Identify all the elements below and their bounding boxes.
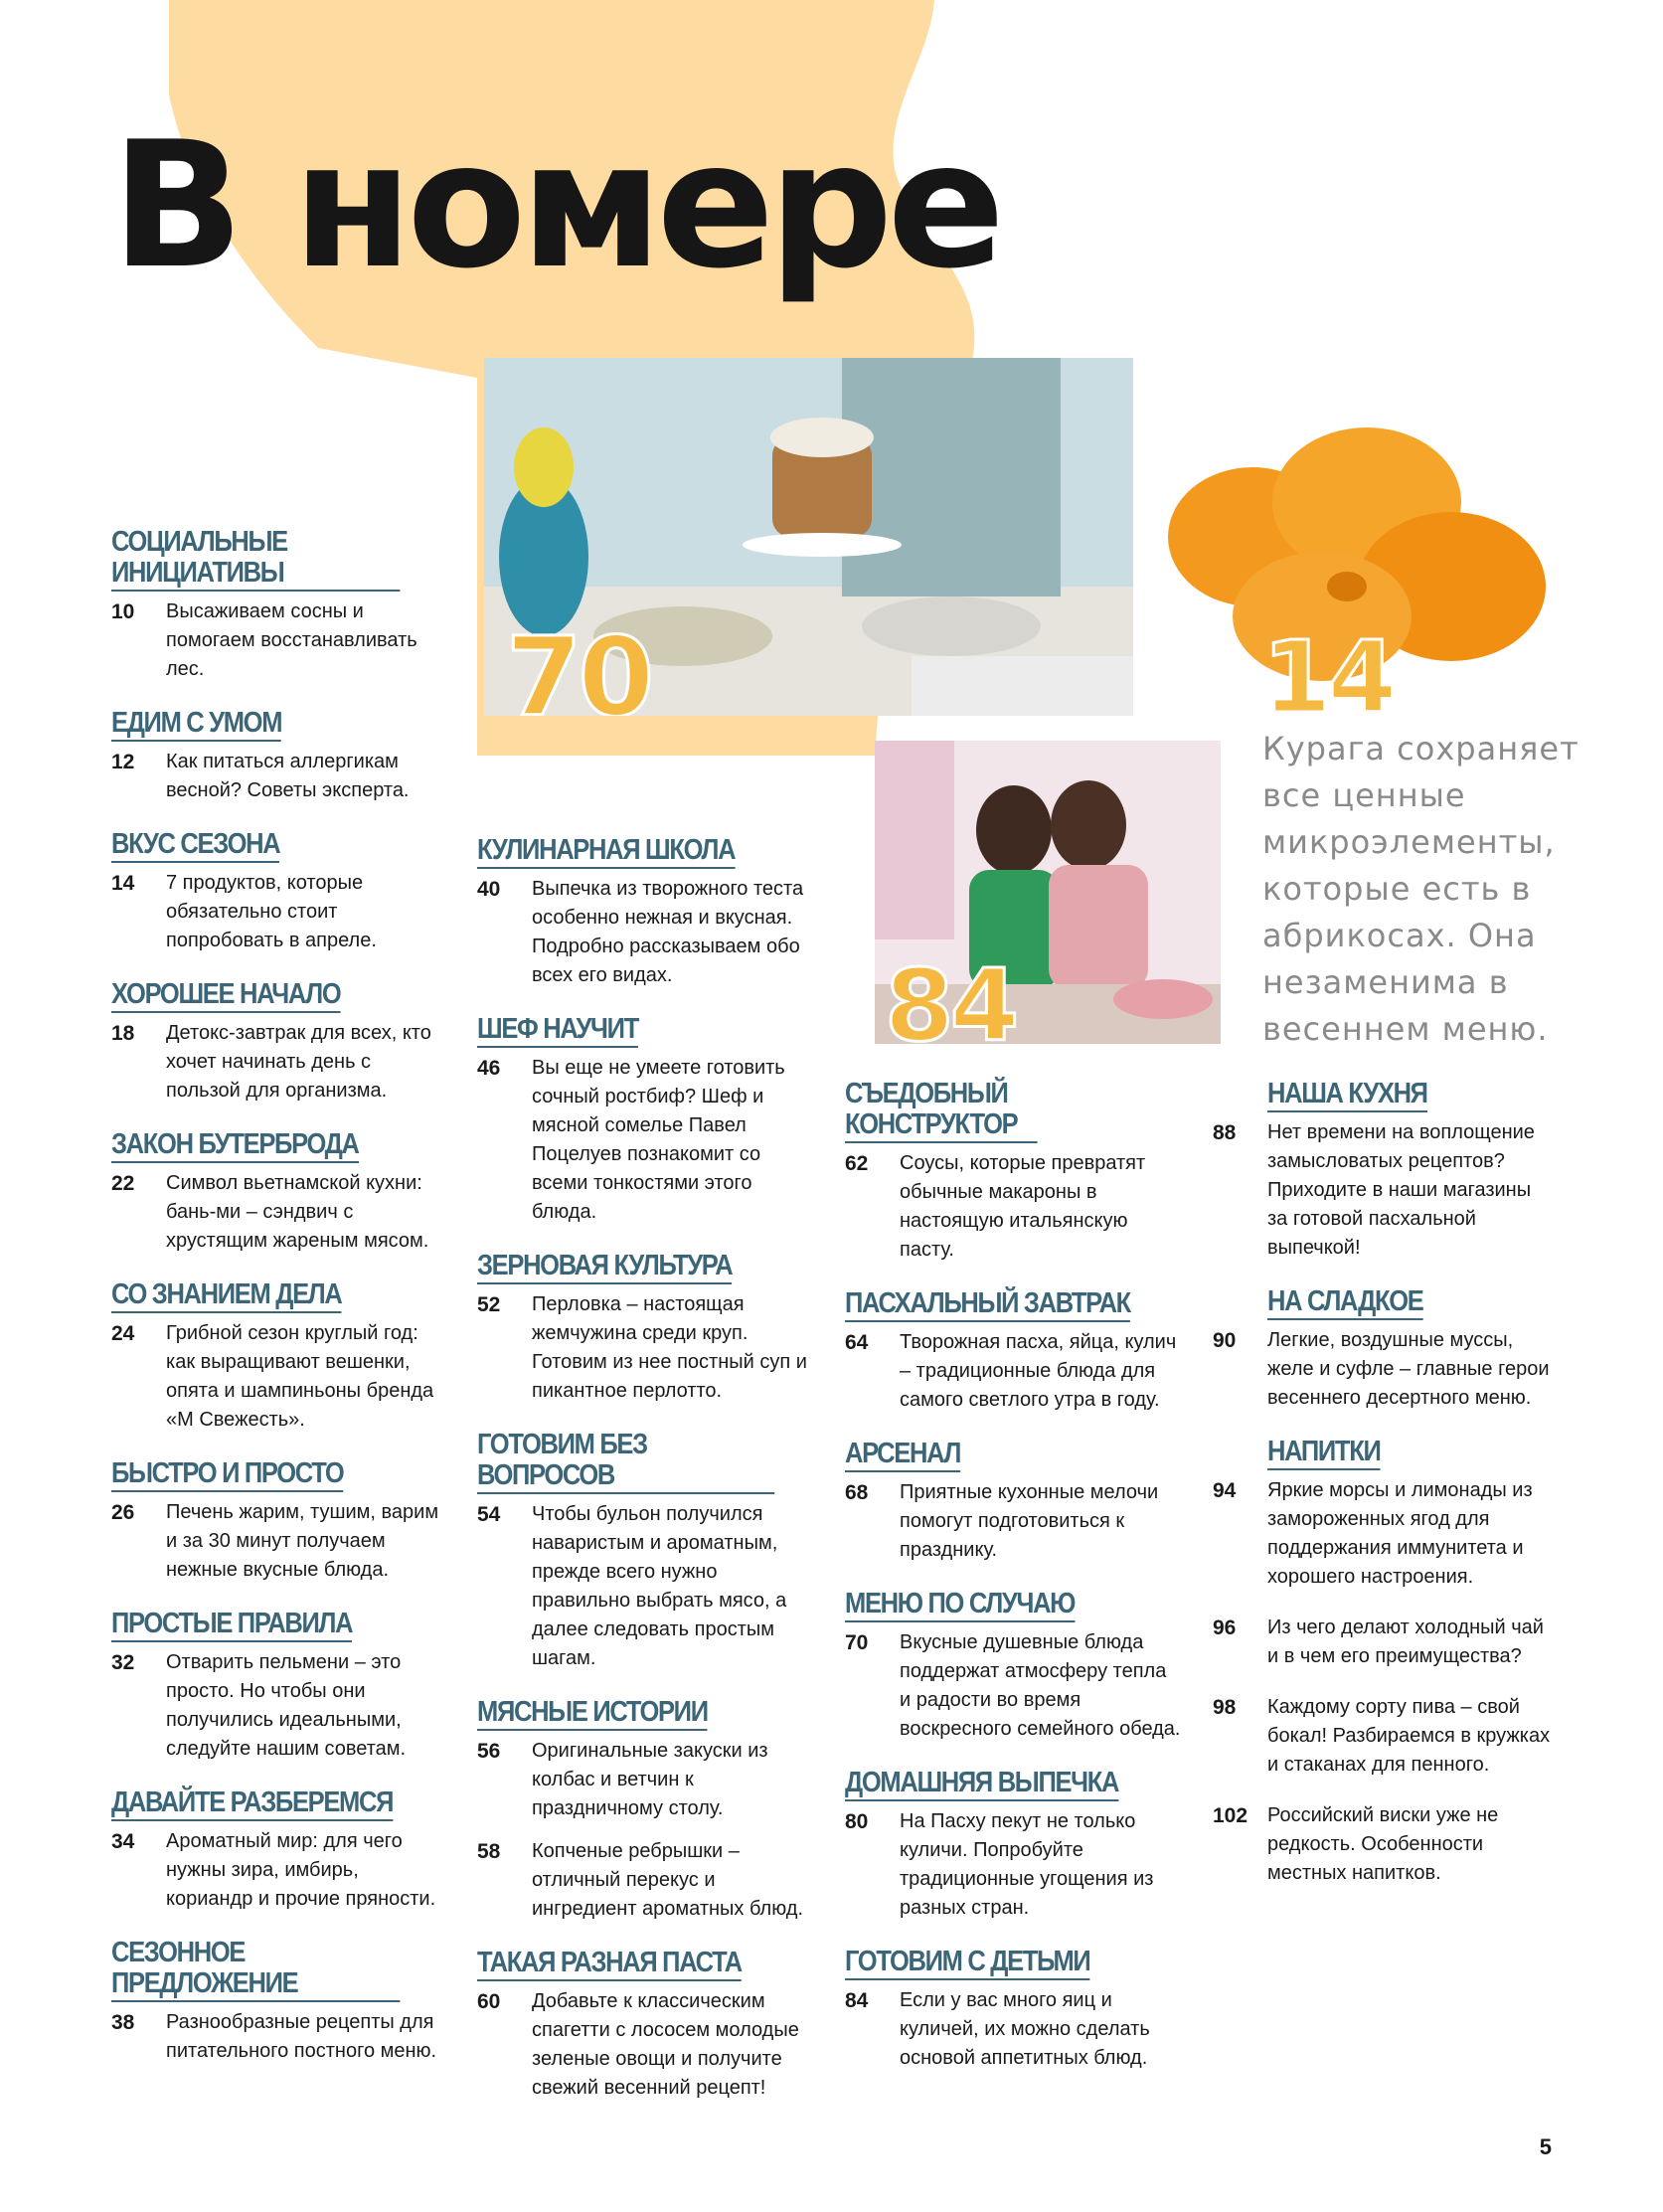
toc-entry[interactable] [1213, 1326, 1551, 1413]
entry-text: Перловка – настоящая жемчужина среди круп. Готовим из нее постный суп и пикантное перлотто. [532, 1293, 807, 1402]
toc-section [111, 527, 439, 684]
entry-page-number: 32 [111, 1651, 135, 1674]
section-title[interactable]: ЕДИМ С УМОМ [111, 708, 281, 742]
toc-entry[interactable] [845, 1986, 1183, 2073]
entry-page-number: 68 [845, 1481, 869, 1504]
toc-entry[interactable] [111, 1648, 439, 1764]
toc-entry[interactable] [845, 1328, 1183, 1415]
entry-text: Копченые ребрышки – отличный перекус и ингредиент ароматных блюд. [532, 1840, 803, 1920]
entry-text: Ароматный мир: для чего нужны зира, имбирь, кориандр и прочие пряности. [166, 1830, 436, 1910]
toc-entry[interactable] [1213, 1476, 1551, 1592]
entry-text: Вы еще не умеете готовить сочный ростбиф? Шеф и мясной сомелье Павел Поцелуев познакомит со всеми тонкостями этого блюда. [532, 1057, 785, 1223]
section-title[interactable]: КУЛИНАРНАЯ ШКОЛА [477, 835, 735, 869]
toc-section [111, 1279, 439, 1435]
entry-page-number: 96 [1213, 1616, 1237, 1639]
feature-number-70: 70 [506, 613, 651, 716]
entry-page-number: 94 [1213, 1479, 1237, 1502]
entry-text: Вкусные душевные блюда поддержат атмосферу тепла и радости во время воскресного семейного обеда. [900, 1631, 1181, 1740]
toc-entry[interactable] [477, 1987, 815, 2103]
page-title: В номере [111, 105, 1000, 307]
section-title[interactable]: БЫСТРО И ПРОСТО [111, 1458, 343, 1492]
toc-section [477, 1251, 815, 1406]
entry-text: Легкие, воздушные муссы, желе и суфле – главные герои весеннего десертного меню. [1267, 1329, 1550, 1409]
section-title[interactable]: СЪЕДОБНЫЙ КОНСТРУКТОР [845, 1079, 1038, 1143]
toc-section [845, 1589, 1183, 1744]
toc-section [111, 1938, 439, 2066]
entry-page-number: 52 [477, 1293, 501, 1316]
toc-column-3 [845, 1079, 1183, 2097]
toc-section [845, 1768, 1183, 1923]
toc-section [845, 1288, 1183, 1415]
entry-page-number: 10 [111, 600, 135, 623]
section-title[interactable]: СО ЗНАНИЕМ ДЕЛА [111, 1279, 341, 1313]
entry-text: Каждому сорту пива – свой бокал! Разбираемся в кружках и стаканах для пенного. [1267, 1696, 1551, 1776]
section-title[interactable]: АРСЕНАЛ [845, 1439, 960, 1472]
toc-entry[interactable] [1213, 1693, 1551, 1780]
entry-page-number: 18 [111, 1022, 135, 1045]
entry-page-number: 80 [845, 1810, 869, 1833]
toc-section [477, 1014, 815, 1227]
entry-text: Творожная пасха, яйца, кулич – традиционные блюда для самого светлого утра в году. [900, 1331, 1177, 1411]
section-title[interactable]: ЗАКОН БУТЕРБРОДА [111, 1129, 359, 1163]
entry-page-number: 38 [111, 2011, 135, 2034]
entry-page-number: 46 [477, 1057, 501, 1080]
toc-entry[interactable] [111, 748, 439, 805]
entry-page-number: 12 [111, 751, 135, 773]
page-number: 5 [1539, 2134, 1552, 2159]
entry-text: Яркие морсы и лимонады из замороженных ягод для поддержания иммунитета и хорошего настроения. [1267, 1479, 1533, 1588]
section-title[interactable]: ДАВАЙТЕ РАЗБЕРЕМСЯ [111, 1787, 393, 1821]
section-title[interactable]: ДОМАШНЯЯ ВЫПЕЧКА [845, 1768, 1118, 1801]
entry-text: Приятные кухонные мелочи помогут подготовиться к празднику. [900, 1481, 1159, 1561]
entry-page-number: 62 [845, 1152, 869, 1175]
section-title[interactable]: НАПИТКИ [1267, 1437, 1380, 1470]
toc-section [111, 1787, 439, 1914]
toc-entry[interactable] [111, 1319, 439, 1435]
toc-section [477, 1948, 815, 2103]
entry-text: Выпечка из творожного теста особенно нежная и вкусная. Подробно рассказываем обо всех его видах. [532, 878, 804, 986]
section-title[interactable]: НА СЛАДКОЕ [1267, 1286, 1422, 1320]
section-title[interactable]: ХОРОШЕЕ НАЧАЛО [111, 979, 340, 1013]
section-title[interactable]: ТАКАЯ РАЗНАЯ ПАСТА [477, 1948, 742, 1981]
entry-page-number: 56 [477, 1740, 501, 1763]
section-title[interactable]: ШЕФ НАУЧИТ [477, 1014, 638, 1048]
toc-section [111, 708, 439, 805]
toc-section [1213, 1286, 1551, 1413]
toc-entry[interactable] [477, 1054, 815, 1227]
toc-entry[interactable] [845, 1478, 1183, 1565]
toc-section [1213, 1437, 1551, 1888]
toc-entry[interactable] [111, 2008, 439, 2066]
feature-number-14: 14 [1262, 619, 1394, 736]
section-title[interactable]: ПАСХАЛЬНЫЙ ЗАВТРАК [845, 1288, 1130, 1322]
entry-text: Символ вьетнамской кухни: бань-ми – сэндвич с хрустящим жареным мясом. [166, 1172, 429, 1252]
section-title[interactable]: МЕНЮ ПО СЛУЧАЮ [845, 1589, 1075, 1622]
toc-entry[interactable] [111, 1169, 439, 1256]
entry-text: Если у вас много яиц и куличей, их можно сделать основой аппетитных блюд. [900, 1989, 1150, 2069]
toc-section [111, 1129, 439, 1256]
entry-page-number: 34 [111, 1830, 135, 1853]
entry-text: Нет времени на воплощение замысловатых рецептов? Приходите в наши магазины за готовой пасхальной выпечкой! [1267, 1121, 1535, 1259]
entry-page-number: 14 [111, 872, 135, 895]
toc-entry[interactable] [111, 1498, 439, 1585]
entry-text: Из чего делают холодный чай и в чем его преимущества? [1267, 1616, 1544, 1667]
entry-page-number: 40 [477, 878, 501, 901]
toc-entry[interactable] [111, 1019, 439, 1106]
toc-section [845, 1439, 1183, 1565]
section-title[interactable]: МЯСНЫЕ ИСТОРИИ [477, 1697, 708, 1731]
toc-entry[interactable] [477, 1737, 815, 1823]
entry-page-number: 58 [477, 1840, 501, 1863]
toc-section [477, 1430, 815, 1673]
entry-text: Высаживаем сосны и помогаем восстанавливать лес. [166, 600, 417, 680]
entry-text: Печень жарим, тушим, варим и за 30 минут получаем нежные вкусные блюда. [166, 1501, 439, 1581]
toc-entry[interactable] [111, 1827, 439, 1914]
toc-section [1213, 1079, 1551, 1263]
entry-page-number: 22 [111, 1172, 135, 1195]
toc-entry[interactable] [477, 1837, 815, 1924]
toc-section [477, 835, 815, 990]
entry-page-number: 24 [111, 1322, 135, 1345]
entry-page-number: 90 [1213, 1329, 1237, 1352]
entry-page-number: 60 [477, 1990, 501, 2013]
toc-entry[interactable] [477, 875, 815, 990]
section-title[interactable]: ГОТОВИМ С ДЕТЬМИ [845, 1947, 1089, 1980]
toc-entry[interactable] [1213, 1118, 1551, 1263]
entry-text: Отварить пельмени – это просто. Но чтобы они получились идеальными, следуйте нашим советам. [166, 1651, 407, 1760]
entry-page-number: 54 [477, 1503, 501, 1526]
entry-text: Российский виски уже не редкость. Особенности местных напитков. [1267, 1804, 1499, 1884]
entry-page-number: 98 [1213, 1696, 1237, 1719]
toc-entry[interactable] [845, 1628, 1183, 1744]
entry-text: На Пасху пекут не только куличи. Попробуйте традиционные угощения из разных стран. [900, 1810, 1154, 1919]
entry-text: Добавьте к классическим спагетти с лососем молодые зеленые овощи и получите свежий весенний рецепт! [532, 1990, 799, 2099]
entry-text: Оригинальные закуски из колбас и ветчин к праздничному столу. [532, 1740, 768, 1819]
section-title[interactable]: СЕЗОННОЕ ПРЕДЛОЖЕНИЕ [111, 1938, 400, 2002]
entry-page-number: 88 [1213, 1121, 1237, 1144]
toc-section [845, 1947, 1183, 2073]
toc-section [111, 829, 439, 955]
toc-entry[interactable] [845, 1149, 1183, 1265]
toc-entry[interactable] [477, 1290, 815, 1406]
entry-text: 7 продуктов, которые обязательно стоит попробовать в апреле. [166, 872, 377, 951]
entry-text: Чтобы бульон получился наваристым и ароматным, прежде всего нужно правильно выбрать мясо, а далее следовать простым шагам. [532, 1503, 787, 1669]
toc-column-2 [477, 835, 815, 2127]
feature-number-84: 84 [885, 947, 1016, 1044]
toc-entry[interactable] [111, 869, 439, 955]
section-title[interactable]: НАША КУХНЯ [1267, 1079, 1427, 1112]
toc-entry[interactable] [477, 1500, 815, 1673]
section-title[interactable]: ГОТОВИМ БЕЗ ВОПРОСОВ [477, 1430, 774, 1494]
section-title[interactable]: СОЦИАЛЬНЫЕ ИНИЦИАТИВЫ [111, 527, 400, 592]
entry-text: Как питаться аллергикам весной? Советы эксперта. [166, 751, 410, 801]
section-title[interactable]: ЗЕРНОВАЯ КУЛЬТУРА [477, 1251, 732, 1284]
entry-text: Детокс-завтрак для всех, кто хочет начинать день с пользой для организма. [166, 1022, 431, 1102]
easter-cake-photo [484, 358, 1133, 716]
section-title[interactable]: ПРОСТЫЕ ПРАВИЛА [111, 1609, 352, 1642]
toc-entry[interactable] [845, 1807, 1183, 1923]
entry-text: Разнообразные рецепты для питательного постного меню. [166, 2011, 437, 2062]
toc-entry[interactable] [1213, 1614, 1551, 1671]
entry-text: Грибной сезон круглый год: как выращивают вешенки, опята и шампиньоны бренда «М Свежесть». [166, 1322, 434, 1431]
entry-page-number: 64 [845, 1331, 869, 1354]
toc-section [111, 1609, 439, 1764]
section-title[interactable]: ВКУС СЕЗОНА [111, 829, 279, 863]
toc-section [477, 1697, 815, 1924]
entry-page-number: 102 [1213, 1804, 1248, 1827]
toc-entry[interactable] [1213, 1801, 1551, 1888]
toc-section [111, 979, 439, 1106]
entry-page-number: 70 [845, 1631, 869, 1654]
entry-text: Соусы, которые превратят обычные макароны в настоящую итальянскую пасту. [900, 1152, 1146, 1261]
apricot-feature-text: Курага сохраняет все ценные микроэлементы, которые есть в абрикосах. Она незаменима в весеннем меню. [1262, 730, 1580, 1048]
entry-page-number: 84 [845, 1989, 869, 2012]
toc-column-1 [111, 527, 439, 2090]
toc-section [845, 1079, 1183, 1265]
kids-cooking-photo [875, 741, 1221, 1044]
entry-page-number: 26 [111, 1501, 135, 1524]
toc-entry[interactable] [111, 597, 439, 684]
toc-section [111, 1458, 439, 1585]
toc-column-4 [1213, 1079, 1551, 1912]
